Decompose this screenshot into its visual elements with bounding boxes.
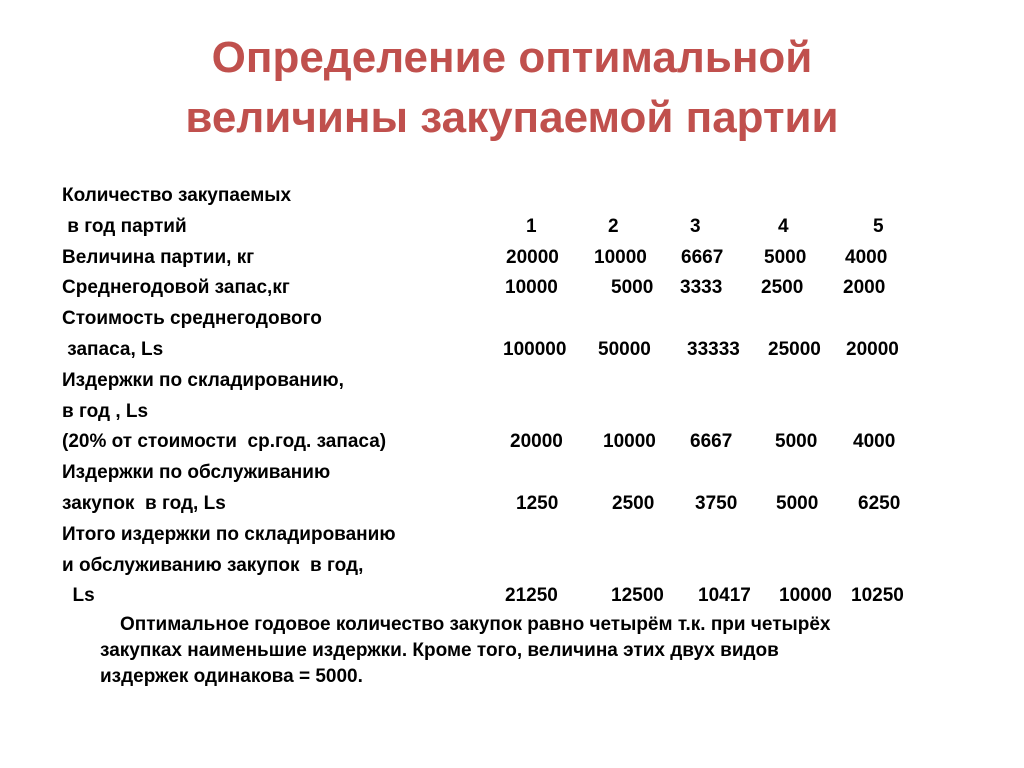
- row-label: Стоимость среднегодового: [62, 308, 322, 329]
- row-value: 10250: [851, 585, 904, 606]
- row-label: Издержки по обслуживанию: [62, 462, 331, 483]
- table-row: [0, 489, 1024, 519]
- row-value: 10000: [779, 585, 832, 606]
- row-value: 2500: [761, 277, 804, 298]
- row-value: 4000: [853, 431, 896, 452]
- row-value: 10417: [698, 585, 751, 606]
- row-value: 10000: [603, 431, 656, 452]
- conclusion-line-2: закупках наименьшие издержки. Кроме того, величина этих двух видов: [100, 640, 779, 661]
- row-label: Итого издержки по складированию: [62, 524, 396, 545]
- row-label: и обслуживанию закупок в год,: [62, 555, 364, 576]
- row-value: 5000: [775, 431, 818, 452]
- row-value: 20000: [510, 431, 563, 452]
- row-label: в год , Ls: [62, 401, 149, 422]
- table-row: [0, 458, 1024, 488]
- row-value: 6250: [858, 493, 901, 514]
- row-label: в год партий: [62, 216, 187, 237]
- table-row: [0, 427, 1024, 457]
- row-value: 100000: [503, 339, 567, 360]
- row-value: 21250: [505, 585, 558, 606]
- slide-title: [0, 28, 1024, 148]
- row-label: (20% от стоимости ср.год. запаса): [62, 431, 387, 452]
- row-value: 33333: [687, 339, 740, 360]
- table-row: [0, 273, 1024, 303]
- row-value: 50000: [598, 339, 651, 360]
- table-row: [0, 304, 1024, 334]
- row-value: 3750: [695, 493, 738, 514]
- slide-title-line-2: величины закупаемой партии: [185, 93, 839, 142]
- row-value: 12500: [611, 585, 664, 606]
- row-value: 4: [778, 216, 789, 237]
- row-value: 4000: [845, 247, 888, 268]
- table-row: [0, 397, 1024, 427]
- row-value: 20000: [506, 247, 559, 268]
- table-row: [0, 243, 1024, 273]
- slide-title-line-1: Определение оптимальной: [211, 33, 813, 82]
- row-value: 2500: [612, 493, 655, 514]
- conclusion-line-3: издержек одинакова = 5000.: [100, 666, 363, 687]
- table-row: [0, 181, 1024, 211]
- row-value: 3333: [680, 277, 723, 298]
- row-label: Издержки по складированию,: [62, 370, 344, 391]
- row-value: 10000: [594, 247, 647, 268]
- row-label: Среднегодовой запас,кг: [62, 277, 290, 298]
- row-value: 3: [690, 216, 701, 237]
- conclusion-line-1: Оптимальное годовое количество закупок равно четырём т.к. при четырёх: [120, 614, 831, 635]
- table-row: [0, 335, 1024, 365]
- table-row: [0, 551, 1024, 581]
- row-value: 5: [873, 216, 884, 237]
- row-label: Ls: [62, 585, 95, 606]
- row-value: 10000: [505, 277, 558, 298]
- row-value: 20000: [846, 339, 899, 360]
- row-value: 5000: [776, 493, 819, 514]
- row-value: 1250: [516, 493, 559, 514]
- row-value: 6667: [690, 431, 733, 452]
- row-label: Количество закупаемых: [62, 185, 292, 206]
- row-value: 5000: [611, 277, 654, 298]
- row-label: закупок в год, Ls: [62, 493, 226, 514]
- table-row: [0, 366, 1024, 396]
- row-value: 2: [608, 216, 619, 237]
- row-value: 6667: [681, 247, 724, 268]
- table-row: [0, 520, 1024, 550]
- row-label: запаса, Ls: [62, 339, 164, 360]
- conclusion-note: [100, 612, 960, 690]
- table-row: [0, 212, 1024, 242]
- row-value: 25000: [768, 339, 821, 360]
- row-value: 5000: [764, 247, 807, 268]
- row-value: 1: [526, 216, 537, 237]
- table-row: [0, 581, 1024, 611]
- row-value: 2000: [843, 277, 886, 298]
- row-label: Величина партии, кг: [62, 247, 255, 268]
